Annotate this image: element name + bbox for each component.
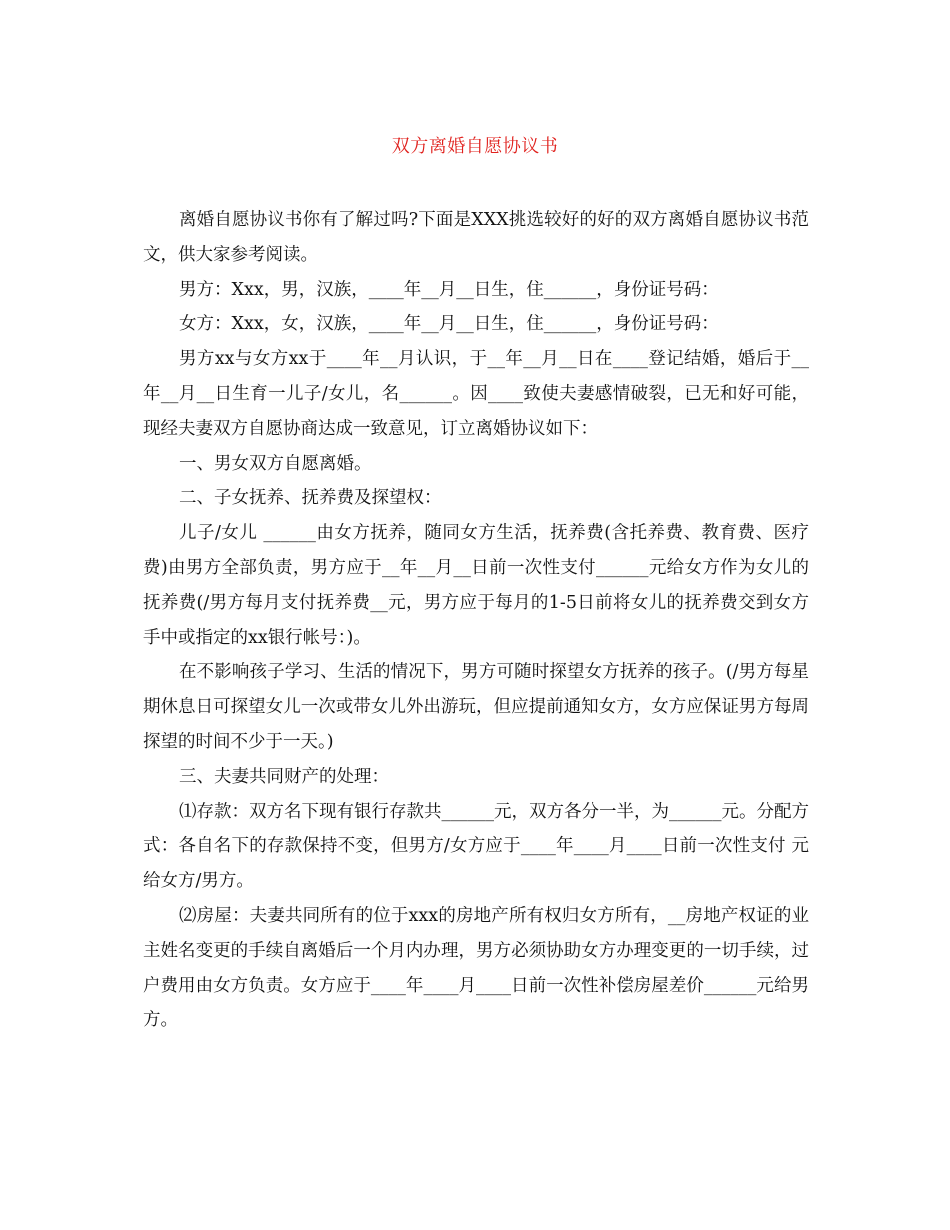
paragraph-clause-3-heading: 三、夫妻共同财产的处理：: [179, 766, 389, 787]
paragraph-house: ⑵房屋：夫妻共同所有的位于xxx的房地产所有权归女方所有，__房地产权证的业主姓名变更的手续自离婚后一个月内办理，男方必须协助女方办理变更的一切手续，过户费用由女方负责。女方应于____年____月____日前一次性补偿房屋差价______元给男方。: [143, 905, 809, 1031]
paragraph-clause-2-heading: 二、子女抚养、抚养费及探望权：: [179, 488, 442, 509]
document-title: 双方离婚自愿协议书: [391, 136, 559, 157]
paragraph-intro: 离婚自愿协议书你有了解过吗?下面是XXX挑选较好的好的双方离婚自愿协议书范文，供大家参考阅读。: [143, 210, 809, 265]
document-body: [143, 203, 809, 1038]
paragraph-visitation: 在不影响孩子学习、生活的情况下，男方可随时探望女方抚养的孩子。(/男方每星期休息日可探望女儿一次或带女儿外出游玩，但应提前通知女方，女方应保证男方每周探望的时间不少于一天。): [143, 662, 809, 752]
paragraph-clause-1: 一、男女双方自愿离婚。: [179, 453, 372, 474]
paragraph-child-support: 儿子/女儿 ______由女方抚养，随同女方生活，抚养费(含托养费、教育费、医疗费)由男方全部负责，男方应于__年__月__日前一次性支付______元给女方作为女儿的抚养费(/男方每月支付抚养费__元，男方应于每月的1-5日前将女儿的抚养费交到女方手中或指定的xx银行帐号：)。: [143, 523, 809, 648]
paragraph-female-party: 女方：Xxx，女，汉族，____年__月__日生，住______，身份证号码：: [179, 314, 719, 335]
paragraph-marriage-history: 男方xx与女方xx于____年__月认识，于__年__月__日在____登记结婚，婚后于__年__月__日生育一儿子/女儿，名______。因____致使夫妻感情破裂，已无和好可能，现经夫妻双方自愿协商达成一致意见，订立离婚协议如下：: [143, 349, 809, 439]
paragraph-savings: ⑴存款：双方名下现有银行存款共______元，双方各分一半，为______元。分配方式：各自名下的存款保持不变，但男方/女方应于____年____月____日前一次性支付 元给女方/男方。: [143, 801, 809, 892]
paragraph-male-party: 男方：Xxx，男，汉族，____年__月__日生，住______，身份证号码：: [179, 279, 719, 300]
